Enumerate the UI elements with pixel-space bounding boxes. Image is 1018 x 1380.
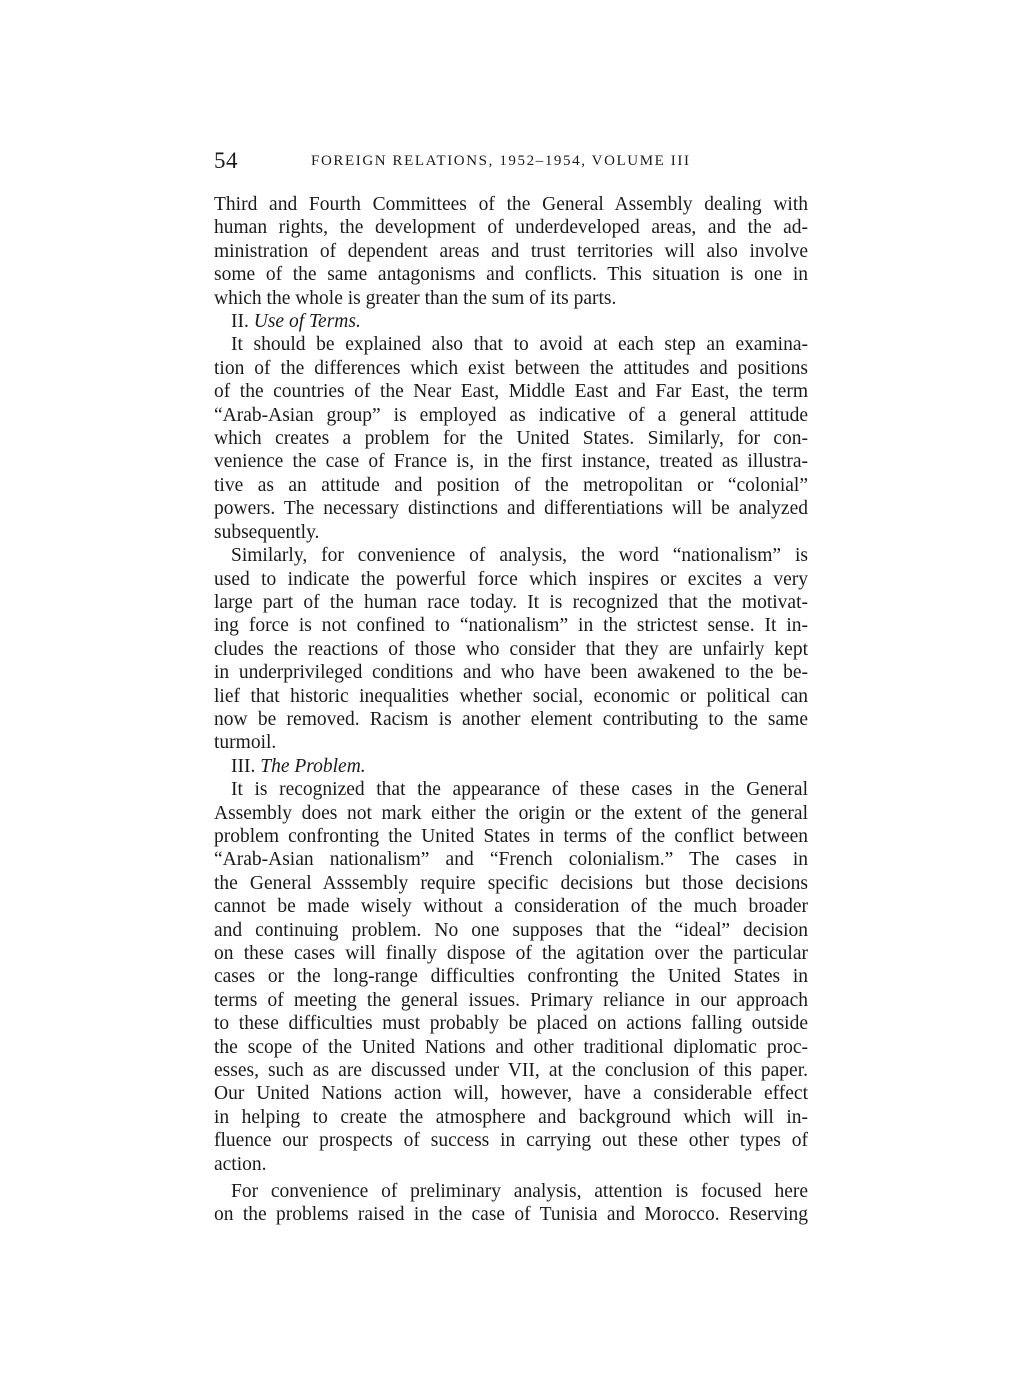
- text-line: which creates a problem for the United States. Similarly, for con-: [214, 428, 808, 450]
- paragraph: [214, 778, 808, 1176]
- text-line: cases or the long-range difficulties confronting the United States in: [214, 966, 808, 988]
- section-heading: [214, 755, 808, 778]
- section-title: Use of Terms.: [253, 311, 361, 333]
- section-heading: [214, 310, 808, 333]
- text-line: on the problems raised in the case of Tunisia and Morocco. Reserving: [214, 1204, 808, 1226]
- running-header: [214, 148, 808, 178]
- text-line: Similarly, for convenience of analysis, the word “nationalism” is: [231, 545, 808, 567]
- text-line: subsequently.: [214, 521, 320, 543]
- text-line: lief that historic inequalities whether social, economic or political can: [214, 685, 808, 707]
- text-line: esses, such as are discussed under VII, at the conclusion of this paper.: [214, 1060, 808, 1082]
- text-line: terms of meeting the general issues. Primary reliance in our approach: [214, 989, 808, 1011]
- paragraph: [214, 333, 808, 544]
- text-line: now be removed. Racism is another element contributing to the same: [214, 708, 808, 730]
- text-line: human rights, the development of underdeveloped areas, and the ad-: [214, 217, 808, 239]
- text-line: large part of the human race today. It is recognized that the motivat-: [214, 591, 808, 613]
- text-line: “Arab-Asian nationalism” and “French colonialism.” The cases in: [214, 849, 808, 871]
- page-number: 54: [214, 148, 238, 173]
- text-line: the scope of the United Nations and other traditional diplomatic proc-: [214, 1036, 808, 1058]
- text-line: in helping to create the atmosphere and background which will in-: [214, 1106, 808, 1128]
- text-line: ing force is not confined to “nationalism” in the strictest sense. It in-: [214, 615, 808, 637]
- text-line: to these difficulties must probably be placed on actions falling outside: [214, 1013, 808, 1035]
- text-line: tion of the differences which exist between the attitudes and positions: [214, 357, 808, 379]
- text-line: powers. The necessary distinctions and differentiations will be analyzed: [214, 498, 808, 520]
- section-title: The Problem.: [260, 755, 366, 777]
- text-line: which the whole is greater than the sum of its parts.: [214, 287, 617, 309]
- paragraph: [214, 544, 808, 755]
- text-line: Assembly does not mark either the origin or the extent of the general: [214, 802, 808, 824]
- text-line: some of the same antagonisms and conflicts. This situation is one in: [214, 264, 808, 286]
- paragraph: [214, 193, 808, 310]
- text-line: cannot be made wisely without a consideration of the much broader: [214, 896, 808, 918]
- section-numeral: II.: [231, 311, 249, 333]
- text-line: on these cases will finally dispose of the agitation over the particular: [214, 943, 808, 964]
- paragraph: [214, 1180, 808, 1227]
- body-text: [214, 193, 808, 1227]
- text-line: For convenience of preliminary analysis, attention is focused here: [231, 1181, 808, 1203]
- text-line: action.: [214, 1153, 267, 1175]
- text-line: It should be explained also that to avoid at each step an examina-: [231, 334, 808, 356]
- text-line: used to indicate the powerful force which inspires or excites a very: [214, 568, 808, 590]
- document-page: [214, 148, 808, 1227]
- text-line: Third and Fourth Committees of the General Assembly dealing with: [214, 194, 808, 215]
- text-line: of the countries of the Near East, Middle East and Far East, the term: [214, 381, 808, 403]
- text-line: “Arab-Asian group” is employed as indicative of a general attitude: [214, 404, 808, 426]
- text-line: cludes the reactions of those who consider that they are unfairly kept: [214, 638, 808, 660]
- text-line: tive as an attitude and position of the metropolitan or “colonial”: [214, 474, 808, 496]
- section-numeral: III.: [231, 755, 256, 777]
- text-line: the General Asssembly require specific decisions but those decisions: [214, 872, 808, 894]
- text-line: fluence our prospects of success in carrying out these other types of: [214, 1130, 808, 1152]
- text-line: problem confronting the United States in terms of the conflict between: [214, 825, 808, 847]
- text-line: in underprivileged conditions and who have been awakened to the be-: [214, 662, 808, 684]
- text-line: It is recognized that the appearance of these cases in the General: [231, 779, 808, 801]
- text-line: turmoil.: [214, 732, 277, 754]
- text-line: ministration of dependent areas and trust territories will also involve: [214, 240, 808, 262]
- text-line: Our United Nations action will, however, have a considerable effect: [214, 1083, 808, 1105]
- running-title: FOREIGN RELATIONS, 1952–1954, VOLUME III: [311, 153, 691, 169]
- text-line: and continuing problem. No one supposes that the “ideal” decision: [214, 919, 808, 941]
- text-line: venience the case of France is, in the first instance, treated as illustra-: [214, 451, 808, 473]
